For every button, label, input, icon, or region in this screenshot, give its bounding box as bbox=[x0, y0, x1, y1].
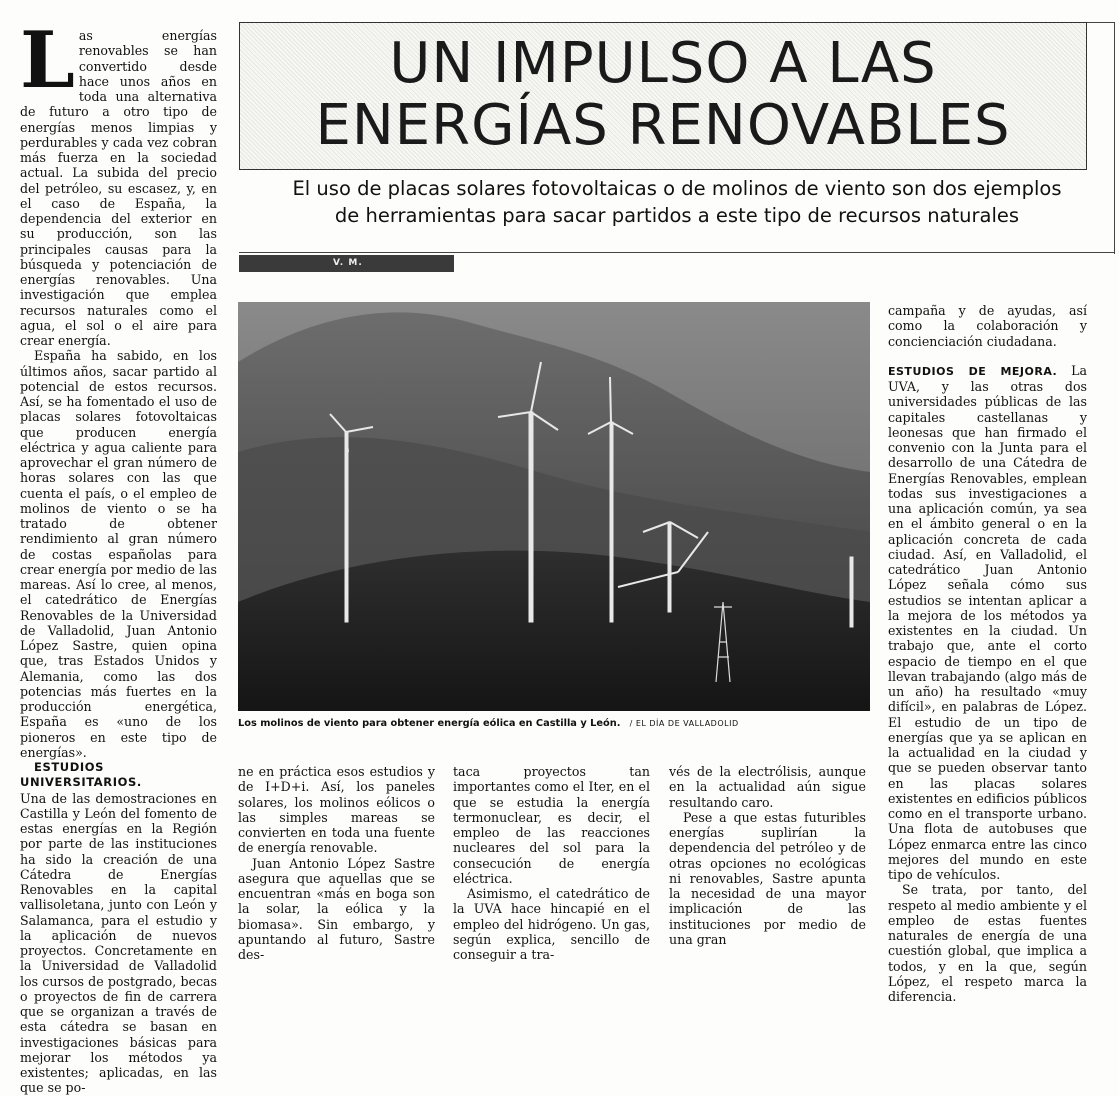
paragraph: vés de la electrólisis, aunque en la actualidad aún sigue resultando caro. bbox=[669, 764, 866, 810]
paragraph: Juan Antonio López Sastre asegura que aquellas que se encuentran «más en boga son la solar, la eólica y la biomasa». Sin embargo, y apuntando al futuro, Sastre des- bbox=[238, 855, 435, 962]
intro-paragraph bbox=[20, 15, 217, 348]
paragraph: Se trata, por tanto, del respeto al medio ambiente y el empleo de estas fuentes naturales de energía de una cuestión global, que implica a todos, y en la que, según López, el respeto marca la diferencia. bbox=[888, 882, 1087, 1004]
intro-text: as energías renovables se han convertido desde hace unos años en toda una alternativa de futuro a otro tipo de energías menos limpias y perdurables y cada vez cobran más fuerza en la sociedad actual. La subida del precio del petróleo, su escasez, y, en el caso de España, la dependencia del exterior en su producción, son las principales causas para la búsqueda y potenciación de energías renovables. Una investigación que emplea recursos naturales como el agua, el sol o el aire para crear energía. bbox=[20, 28, 217, 348]
photo-caption bbox=[238, 718, 878, 729]
headline-box bbox=[239, 22, 1087, 170]
photo-credit: / EL DÍA DE VALLADOLID bbox=[629, 719, 739, 728]
headline bbox=[240, 33, 1086, 157]
article-column-1 bbox=[20, 15, 217, 1096]
section-paragraph bbox=[888, 363, 1087, 883]
wind-turbines-photo bbox=[238, 302, 870, 711]
section-heading-estudios-de-mejora: ESTUDIOS DE MEJORA. bbox=[888, 364, 1058, 378]
paragraph: campaña y de ayudas, así como la colaboración y concienciación ciudadana. bbox=[888, 303, 1087, 349]
article-column-3 bbox=[453, 764, 650, 962]
paragraph: Pese a que estas futuribles energías suplirían la dependencia del petróleo y de otras opciones no ecológicas ni renovables, Sastre apunta la necesidad de una mayor implicación de las instituciones por medio de una gran bbox=[669, 809, 866, 947]
paragraph: ne en práctica esos estudios y de I+D+i. Así, los paneles solares, los molinos eólicos o las simples mareas se convierten en toda una fuente de energía renovable. bbox=[238, 764, 435, 856]
paragraph: Asimismo, el catedrático de la UVA hace hincapié en el empleo del hidrógeno. Un gas, según explica, sencillo de conseguir a tra- bbox=[453, 886, 650, 962]
paragraph: Una de las demostraciones en Castilla y León del fomento de estas energías en la Región por parte de las instituciones ha sido la creación de una Cátedra de Energías Renovables en la capital vallisoletana, junto con León y Salamanca, para el estudio y la aplicación de nuevos proyectos. Concretamente en la Universidad de Valladolid los cursos de postgrado, becas o proyectos de fin de carrera que se organizan a través de esta cátedra se basan en investigaciones básicas para mejorar los métodos ya existentes; aplicadas, en las que se po- bbox=[20, 790, 217, 1096]
paragraph: taca proyectos tan importantes como el Iter, en el que se estudia la energía termonuclear, es decir, el empleo de las reacciones nucleares del sol para la consecución de energía eléctrica. bbox=[453, 764, 650, 886]
headline-line-2: ENERGÍAS RENOVABLES bbox=[315, 93, 1011, 158]
headline-line-1: UN IMPULSO A LAS bbox=[389, 31, 937, 96]
article-column-2 bbox=[238, 764, 435, 962]
drop-cap: L bbox=[20, 15, 75, 106]
byline: V. M. bbox=[239, 255, 454, 272]
section-text: La UVA, y las otras dos universidades públicas de las capitales castellanas y leonesas que han firmado el convenio con la Junta para el desarrollo de una Cátedra de Energías Renovables, emplean todas sus investigaciones a una aplicación común, ya sea en el ámbito general o en la aplicación concreta de cada ciudad. Así, en Valladolid, el catedrático Juan Antonio López señala cómo sus estudios se intentan aplicar a la mejora de los métodos ya existentes en la ciudad. Un trabajo que, ante el corto espacio de tiempo en el que llevan trabajando (algo más de un año) ha resultado «muy difícil», en palabras de López. El estudio de un tipo de energías que ya se aplican en la actualidad en la ciudad y que se pueden observar tanto en las placas solares existentes en edificios públicos como en el transporte urbano. Una flota de autobuses que López enmarca entre las cinco mejores del mundo en este tipo de vehículos. bbox=[888, 362, 1087, 882]
article-column-5 bbox=[888, 303, 1087, 1004]
caption-text: Los molinos de viento para obtener energía eólica en Castilla y León. bbox=[238, 718, 621, 729]
divider bbox=[239, 252, 1115, 253]
subtitle bbox=[239, 175, 1115, 229]
article-column-4 bbox=[669, 764, 866, 947]
paragraph: España ha sabido, en los últimos años, sacar partido al potencial de estos recursos. Así, se ha fomentado el uso de placas solares fotovoltaicas que producen energía eléctrica y agua caliente para aprovechar el gran número de horas solares con las que cuenta el país, o el empleo de molinos de viento o se ha tratado de obtener rendimiento al gran número de costas españolas para crear energía por medio de las mareas. Así lo cree, al menos, el catedrático de Energías Renovables de la Universidad de Valladolid, Juan Antonio López Sastre, quien opina que, tras Estados Unidos y Alemania, como las dos potencias más fuertes en la producción energética, España es «uno de los pioneros en este tipo de energías». bbox=[20, 348, 217, 760]
section-heading-estudios-universitarios: ESTUDIOS UNIVERSITARIOS. bbox=[20, 760, 142, 790]
photo-illustration bbox=[238, 302, 870, 711]
subtitle-line-1: El uso de placas solares fotovoltaicas o de molinos de viento son dos ejemplos bbox=[292, 177, 1062, 200]
subtitle-line-2: de herramientas para sacar partidos a este tipo de recursos naturales bbox=[334, 204, 1020, 227]
